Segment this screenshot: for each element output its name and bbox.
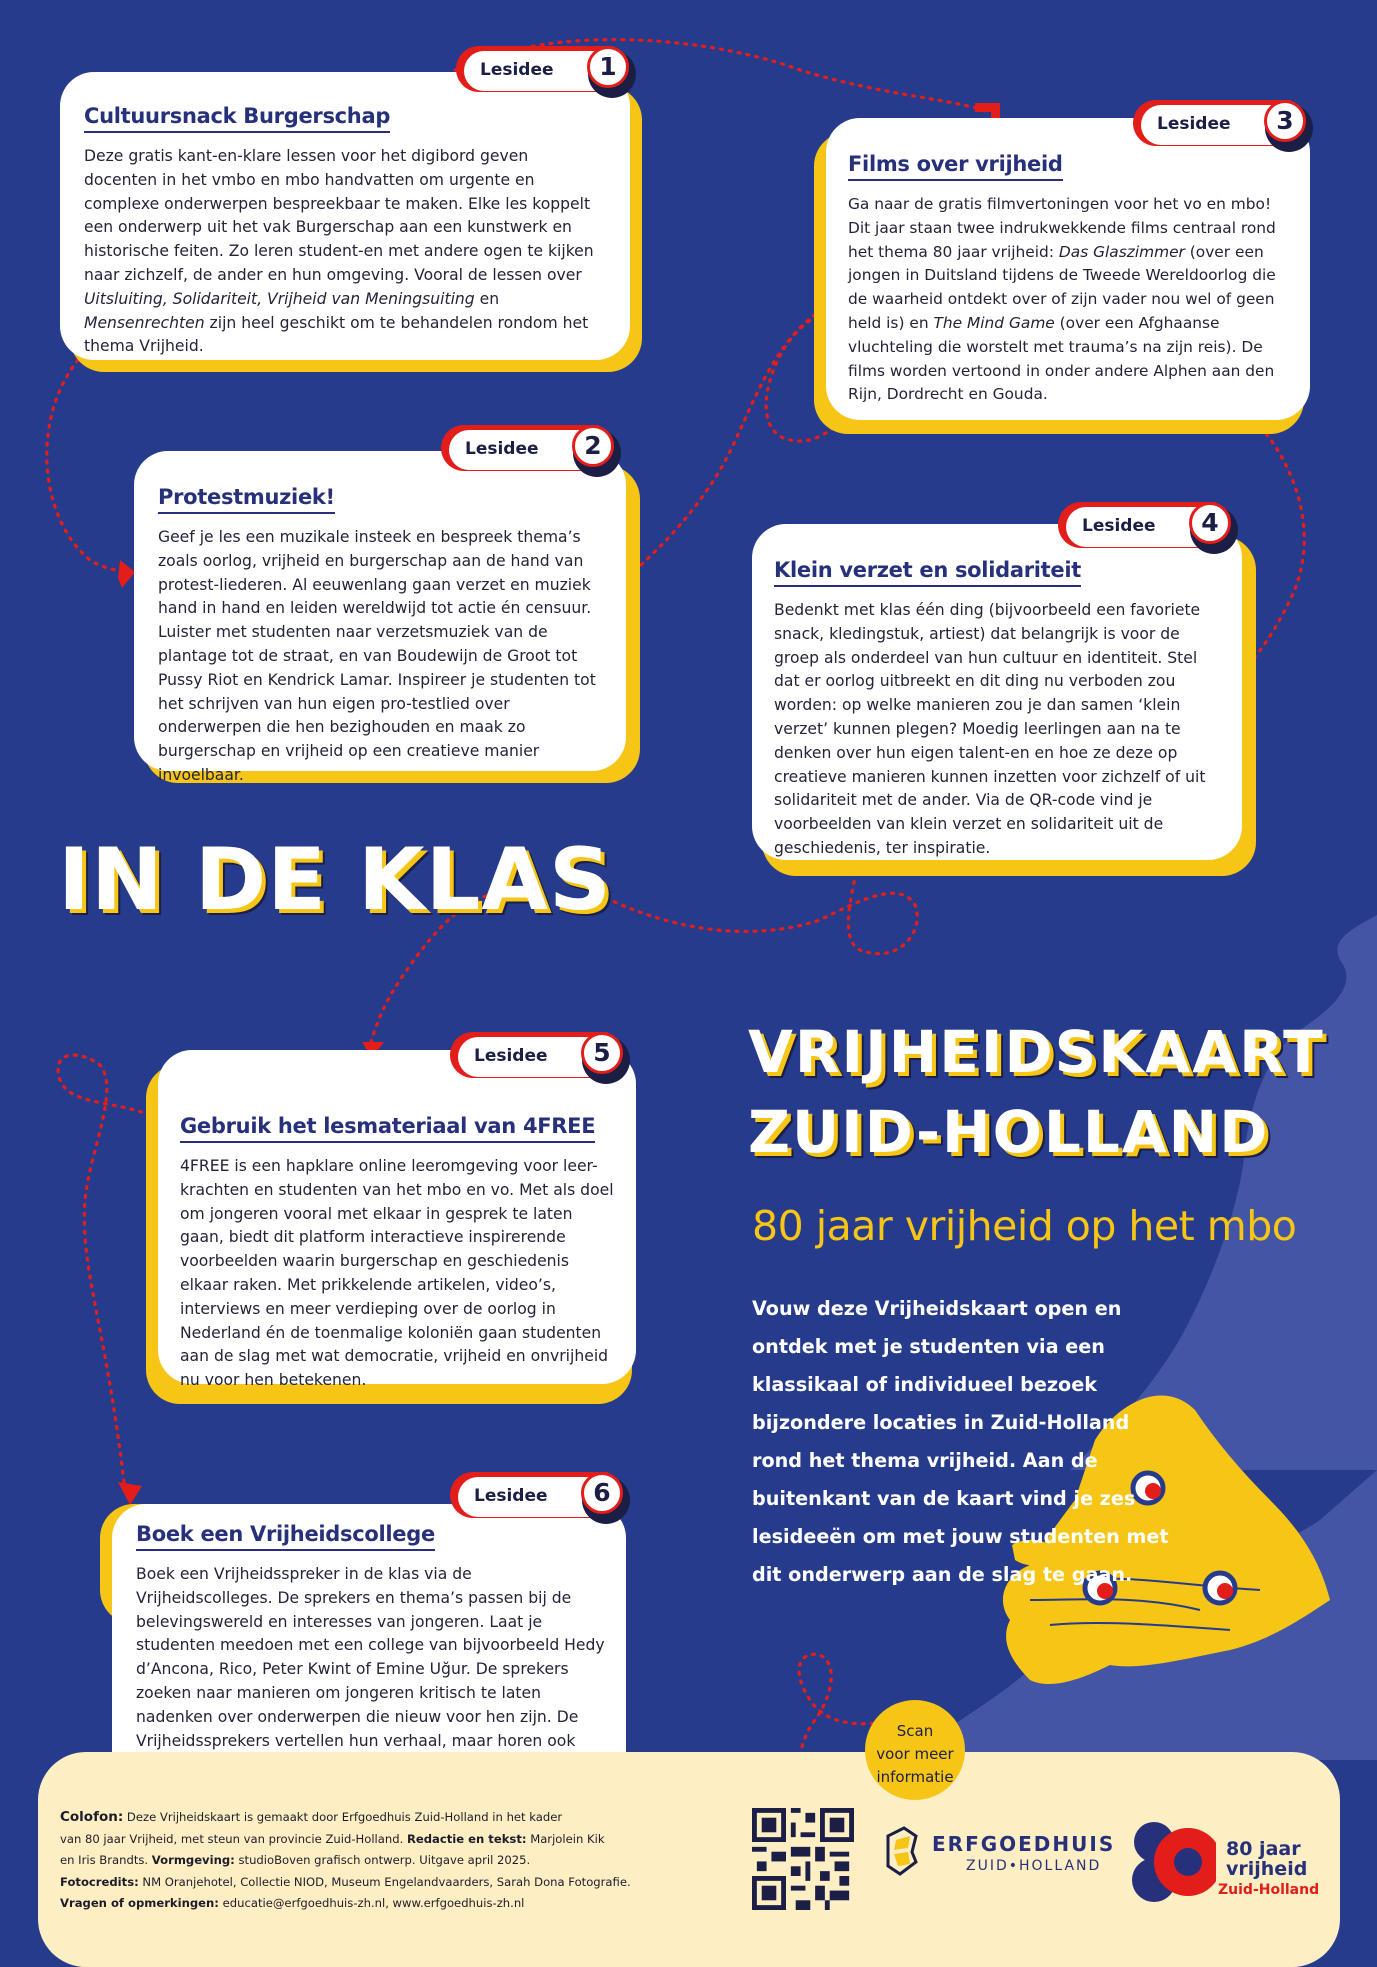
lesidee-card-1 — [60, 52, 642, 374]
badge-label: Lesidee — [1157, 114, 1231, 134]
badge-label: Lesidee — [1082, 516, 1156, 536]
card-2-body: Geef je les een muzikale insteek en bespreek thema’s zoals oorlog, vrijheid en burgerschap aan de hand van protest-liederen. Al eeuwenlang gaan verzet en muziek hand in hand en leiden wereldwijd tot actie én censuur. Luister met studenten naar verzetsmuziek van de plantage tot de straat, en van Boudewijn de Groot tot Pussy Riot en Kendrick Lamar. Inspireer je studenten tot het schrijven van hun eigen pro-testlied over onderwerpen die hen bezighouden en maak zo burgerschap en vrijheid op een creatieve manier invoelbaar. — [158, 528, 596, 784]
card-1-body: Deze gratis kant-en-klare lessen voor het digibord geven docenten in het vmbo en mbo handvatten om urgente en complexe onderwerpen bespreekbaar te maken. Elke les koppelt een onderwerp uit het vak Burgerschap aan een kunstwerk en historische feiten. Zo leren student-en met andere ogen te kijken naar zichzelf, de ander en hun omgeving. Vooral de lessen over Uitsluiting, Solidariteit, Vrijheid van Meningsuiting en Mensenrechten zijn heel geschikt om te behandelen rondom het thema Vrijheid. — [84, 147, 594, 356]
erfgoedhuis-name: ERFGOEDHUIS — [932, 1832, 1116, 1856]
card-5-body: 4FREE is een hapklare online leeromgeving voor leer-krachten en studenten van het mbo en vo. Met als doel om jongeren vooral met elkaar in gesprek te laten gaan, biedt dit platform interactieve inspirerende voorbeelden waarin burgerschap en geschiedenis elkaar raken. Met prikkelende artikelen, video’s, interviews en meer verdieping over de oorlog in Nederland én de toenmalige koloniën gaan studenten aan de slag met wat democratie, vrijheid en onvrijheid nu voor hen betekenen. — [180, 1157, 614, 1390]
intro-text: Vouw deze Vrijheidskaart open en ontdek met je studenten via een klassikaal of individueel bezoek bijzondere locaties in Zuid-Holland rond het thema vrijheid. Aan de buitenkant van de kaart vind je zes lesideeën om met jouw studenten met dit onderwerp aan de slag te gaan. — [752, 1297, 1169, 1586]
erfgoedhuis-logo-mark — [882, 1822, 922, 1878]
lesidee-badge-6 — [450, 1472, 630, 1518]
logo-zuid-holland: Zuid-Holland — [1218, 1882, 1320, 1898]
logo-vrijheid: vrijheid — [1226, 1858, 1308, 1880]
card-5-title: Gebruik het lesmateriaal van 4FREE — [180, 1114, 595, 1143]
card-3-title: Films over vrijheid — [848, 152, 1063, 181]
lesidee-badge-4 — [1058, 502, 1238, 548]
badge-label: Lesidee — [474, 1486, 548, 1506]
badge-label: Lesidee — [465, 439, 539, 459]
card-6-body: Boek een Vrijheidsspreker in de klas via de Vrijheidscolleges. De sprekers en thema’s passen bij de belevingswereld en interesses van jongeren. Laat je studenten meedoen met een college van bijvoorbeeld Hedy d’Ancona, Rico, Peter Kwint of Emine Uğur. De sprekers zoeken naar manieren om jongeren kritisch te laten nadenken over onderwerpen die nieuw voor hen zijn. De Vrijheidssprekers vertellen hun verhaal, maar horen ook — [136, 1565, 605, 1750]
subtitle: 80 jaar vrijheid op het mbo — [752, 1202, 1297, 1250]
footer — [38, 1752, 1340, 1967]
erfgoedhuis-subname: ZUID•HOLLAND — [966, 1858, 1102, 1874]
badge-label: Lesidee — [480, 60, 554, 80]
title-zuid-holland: ZUID-HOLLAND — [748, 1098, 1270, 1166]
badge-number: 2 — [572, 425, 614, 467]
badge-number: 1 — [587, 46, 629, 88]
lesidee-badge-5 — [450, 1032, 630, 1078]
card-3-body: Ga naar de gratis filmvertoningen voor het vo en mbo! Dit jaar staan twee indrukwekkende films centraal rond het thema 80 jaar vrijheid: Das Glaszimmer (over een jongen in Duitsland tijdens de Tweede Wereldoorlog die de waarheid ontdekt over of zijn vader nou wel of geen held is) en The Mind Game (over een Afghaanse vluchteling die worstelt met trauma’s na zijn reis). De films worden vertoond in onder andere Alphen aan den Rijn, Dordrecht en Gouda. — [848, 195, 1276, 404]
scan-bubble: Scan voor meer informatie — [865, 1700, 965, 1800]
erfgoedhuis-logo — [882, 1822, 1122, 1882]
card-6-title: Boek een Vrijheidscollege — [136, 1522, 435, 1551]
badge-label: Lesidee — [474, 1046, 548, 1066]
title-in-de-klas: IN DE KLAS — [58, 830, 612, 930]
card-2-title: Protestmuziek! — [158, 485, 335, 514]
badge-number: 4 — [1189, 502, 1231, 544]
badge-number: 5 — [581, 1032, 623, 1074]
logo-80-jaar: 80 jaar — [1226, 1838, 1301, 1860]
lesidee-card-5 — [146, 1038, 636, 1406]
badge-number: 3 — [1264, 100, 1306, 142]
card-4-title: Klein verzet en solidariteit — [774, 558, 1081, 587]
lesidee-card-3 — [814, 106, 1310, 438]
title-vrijheidskaart: VRIJHEIDSKAART — [748, 1018, 1325, 1086]
qr-code[interactable] — [752, 1808, 854, 1910]
lesidee-badge-1 — [456, 46, 636, 92]
colofon: Colofon: Deze Vrijheidskaart is gemaakt door Erfgoedhuis Zuid-Holland in het kader van 80 jaar Vrijheid, met steun van provincie Zuid-Holland. Redactie en tekst: Marjolein Kik en Iris Brandts. Vormgeving: studioBoven grafisch ontwerp. Uitgave april 2025. Fotocredits: NM Oranjehotel, Collectie NIOD, Museum Engelandvaarders, Sarah Dona Fotografie. Vragen of opmerkingen: educatie@erfgoedhuis-zh.nl, www.erfgoedhuis-zh.nl — [60, 1809, 631, 1910]
lesidee-badge-3 — [1133, 100, 1313, 146]
lesidee-card-2 — [134, 431, 640, 784]
badge-number: 6 — [581, 1472, 623, 1514]
card-4-body: Bedenkt met klas één ding (bijvoorbeeld een favoriete snack, kledingstuk, artiest) dat belangrijk is voor de groep als onderdeel van hun cultuur en identiteit. Stel dat er oorlog uitbreekt en dit ding nu verboden zou worden: op welke manieren zou je dan samen ‘klein verzet’ kunnen plegen? Moedig leerlingen aan na te denken over hun eigen talent-en en hoe ze deze op creatieve manieren kunnen inzetten voor zichzelf of uit solidariteit met de ander. Via de QR-code vind je voorbeelden van klein verzet en solidariteit uit de geschiedenis, ter inspiratie. — [774, 601, 1206, 857]
lesidee-badge-2 — [441, 425, 621, 471]
80-jaar-vrijheid-logo — [1126, 1820, 1326, 1904]
card-1-title: Cultuursnack Burgerschap — [84, 104, 390, 133]
lesidee-card-4 — [752, 508, 1256, 878]
80-logo-mark — [1126, 1820, 1216, 1904]
